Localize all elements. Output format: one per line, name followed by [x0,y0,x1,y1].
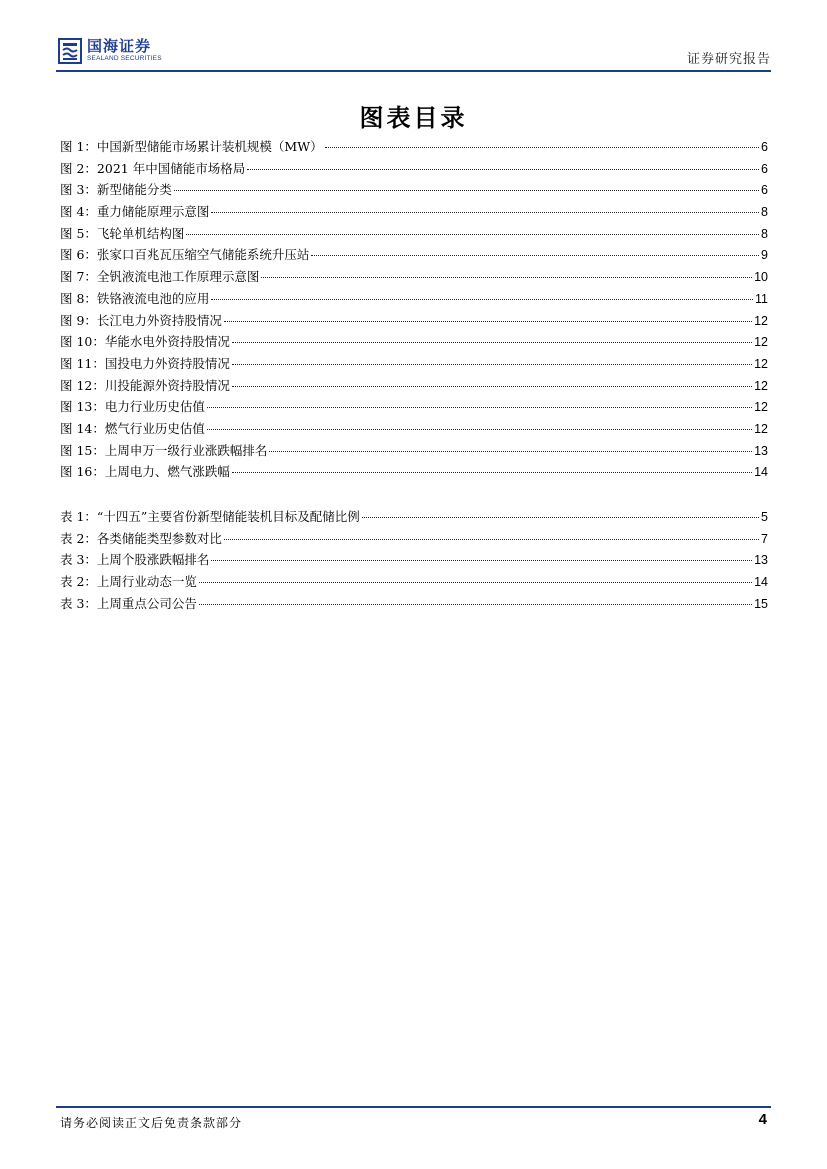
figure-entry-label: 图 10：华能水电外资持股情况 [60,334,230,350]
figure-entry[interactable] [60,462,768,484]
table-entry-label: 表 2：各类储能类型参数对比 [60,530,222,546]
figure-entry-page: 14 [754,465,768,480]
logo-chinese-name: 国海证券 [87,37,152,56]
figure-entry-page: 12 [754,335,768,350]
figure-entry[interactable] [60,311,768,333]
table-list [60,507,768,615]
footer-divider [56,1106,771,1108]
figure-entry-label: 图 14：燃气行业历史估值 [60,420,205,436]
header-divider [56,70,771,72]
table-entry[interactable] [60,507,768,529]
sealand-logo-icon [58,38,82,64]
logo-english-name: SEALAND SECURITIES [87,55,162,63]
figure-entry-label: 图 16：上周电力、燃气涨跌幅 [60,464,230,480]
figure-entry-label: 图 4：重力储能原理示意图 [60,204,210,220]
figure-entry-page: 9 [761,248,768,263]
dot-leader [211,299,753,300]
figure-entry-label: 图 15：上周申万一级行业涨跌幅排名 [60,442,268,458]
dot-leader [269,451,752,452]
figure-entry[interactable] [60,224,768,246]
figure-entry-page: 12 [754,313,768,328]
figure-entry[interactable] [60,419,768,441]
figure-entry[interactable] [60,441,768,463]
table-entry-label: 表 3：上周个股涨跌幅排名 [60,552,210,568]
page-header [56,34,771,72]
figure-entry-page: 8 [761,226,768,241]
figure-entry[interactable] [60,267,768,289]
table-entry[interactable] [60,594,768,616]
dot-leader [247,169,759,170]
figure-entry[interactable] [60,376,768,398]
figure-entry-label: 图 6：张家口百兆瓦压缩空气储能系统升压站 [60,247,310,263]
dot-leader [232,364,752,365]
dot-leader [199,604,752,605]
figure-entry-page: 12 [754,356,768,371]
figure-entry-page: 11 [755,291,768,306]
dot-leader [261,277,752,278]
figure-entry[interactable] [60,180,768,202]
table-entry-label: 表 2：上周行业动态一览 [60,574,197,590]
figure-entry[interactable] [60,289,768,311]
figure-entry-page: 6 [761,161,768,176]
dot-leader [211,560,752,561]
report-type: 证券研究报告 [686,52,771,67]
figure-entry-label: 图 2：2021 年中国储能市场格局 [60,160,246,176]
dot-leader [325,147,759,148]
table-entry[interactable] [60,529,768,551]
dot-leader [232,472,752,473]
figure-entry-page: 12 [754,400,768,415]
figure-entry[interactable] [60,137,768,159]
table-entry-label: 表 1：“十四五”主要省份新型储能装机目标及配储比例 [60,509,360,524]
figure-entry[interactable] [60,332,768,354]
figure-entry[interactable] [60,159,768,181]
figure-entry[interactable] [60,397,768,419]
dot-leader [199,582,752,583]
figure-entry-page: 8 [761,205,768,220]
table-entry[interactable] [60,550,768,572]
figure-entry-label: 图 7：全钒液流电池工作原理示意图 [60,269,260,285]
dot-leader [211,212,759,213]
table-entry[interactable] [60,572,768,594]
figure-entry-label: 图 12：川投能源外资持股情况 [60,377,230,393]
company-logo [58,38,162,64]
figure-entry[interactable] [60,245,768,267]
table-entry-page: 15 [754,596,768,611]
figure-entry-page: 13 [754,443,768,458]
dot-leader [186,234,759,235]
footer-disclaimer: 请务必阅读正文后免责条款部分 [60,1116,243,1130]
figure-entry-label: 图 1：中国新型储能市场累计装机规模（MW） [60,139,323,154]
dot-leader [232,342,752,343]
page-number: 4 [758,1111,767,1128]
figure-entry-label: 图 3：新型储能分类 [60,182,172,198]
table-entry-label: 表 3：上周重点公司公告 [60,595,197,611]
figure-entry[interactable] [60,202,768,224]
dot-leader [207,407,752,408]
dot-leader [174,190,759,191]
dot-leader [362,517,759,518]
figure-entry[interactable] [60,354,768,376]
figure-entry-label: 图 8：铁铬液流电池的应用 [60,290,210,306]
dot-leader [207,429,752,430]
dot-leader [311,255,759,256]
table-entry-page: 7 [761,531,768,546]
figure-entry-page: 6 [761,183,768,198]
figure-entry-page: 12 [754,378,768,393]
figure-entry-label: 图 9：长江电力外资持股情况 [60,312,222,328]
dot-leader [224,321,752,322]
table-entry-page: 14 [754,575,768,590]
page-title: 图表目录 [359,103,468,132]
figure-entry-page: 10 [754,270,768,285]
table-entry-page: 5 [761,510,768,524]
figure-entry-page: 6 [761,140,768,154]
figure-list [60,137,768,484]
figure-entry-label: 图 11：国投电力外资持股情况 [60,355,230,371]
dot-leader [224,539,759,540]
table-entry-page: 13 [754,553,768,568]
figure-entry-label: 图 13：电力行业历史估值 [60,399,205,415]
figure-entry-label: 图 5：飞轮单机结构图 [60,225,185,241]
dot-leader [232,386,752,387]
figure-entry-page: 12 [754,421,768,436]
